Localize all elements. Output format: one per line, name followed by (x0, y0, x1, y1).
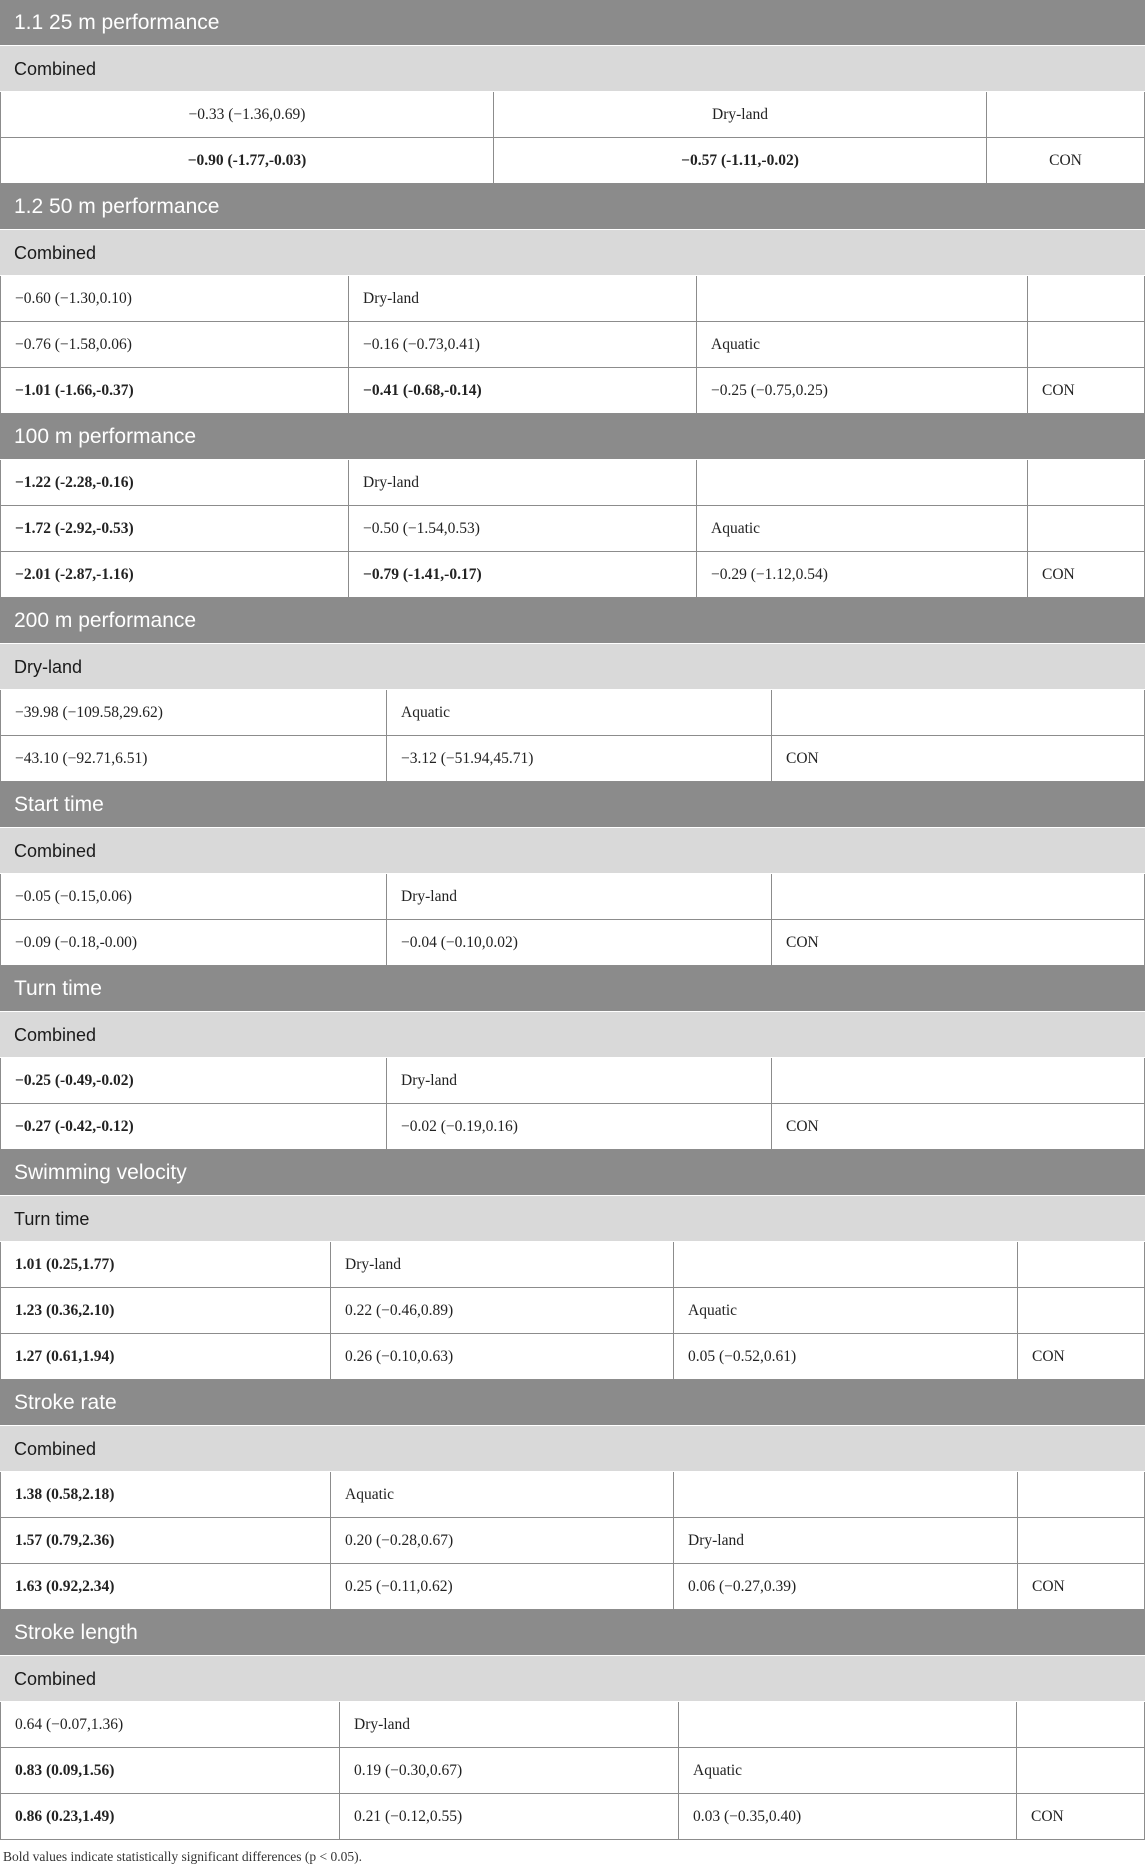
table-cell: Aquatic (696, 322, 1027, 367)
section-title: Stroke rate (0, 1380, 1145, 1426)
section-title: Swimming velocity (0, 1150, 1145, 1196)
table-cell: 0.21 (−0.12,0.55) (339, 1794, 678, 1839)
table-cell: −0.27 (-0.42,-0.12) (0, 1104, 386, 1149)
table-cell (673, 1472, 1017, 1517)
table-row (0, 322, 1145, 368)
table-cell: −0.60 (−1.30,0.10) (0, 276, 348, 321)
section-title: Turn time (0, 966, 1145, 1012)
table-cell (986, 92, 1145, 137)
table-cell: CON (1027, 552, 1145, 597)
table-cell (1016, 1702, 1145, 1747)
table-cell (696, 460, 1027, 505)
table-row (0, 138, 1145, 184)
table-footnote: Bold values indicate statistically significant differences (p < 0.05). (3, 1849, 363, 1864)
table-cell (673, 1242, 1017, 1287)
table-section (0, 1380, 1145, 1610)
table-cell: −0.79 (-1.41,-0.17) (348, 552, 696, 597)
table-cell: CON (1027, 368, 1145, 413)
table-section (0, 598, 1145, 782)
section-title: Stroke length (0, 1610, 1145, 1656)
table-cell (1017, 1472, 1145, 1517)
table-cell: −39.98 (−109.58,29.62) (0, 690, 386, 735)
table-cell: 1.63 (0.92,2.34) (0, 1564, 330, 1609)
table-row (0, 1564, 1145, 1610)
table-cell: 0.22 (−0.46,0.89) (330, 1288, 673, 1333)
table-cell: CON (771, 736, 1145, 781)
table-cell (1027, 460, 1145, 505)
table-row (0, 1058, 1145, 1104)
table-cell: 0.83 (0.09,1.56) (0, 1748, 339, 1793)
table-cell: Dry-land (348, 276, 696, 321)
table-section (0, 1610, 1145, 1840)
table-cell: 0.64 (−0.07,1.36) (0, 1702, 339, 1747)
table-cell (1017, 1242, 1145, 1287)
table-row (0, 1104, 1145, 1150)
table-cell: CON (1017, 1334, 1145, 1379)
table-row (0, 690, 1145, 736)
table-cell (771, 874, 1145, 919)
table-cell (1027, 322, 1145, 367)
table-cell: −0.09 (−0.18,-0.00) (0, 920, 386, 965)
table-cell: −1.01 (-1.66,-0.37) (0, 368, 348, 413)
table-cell: −0.33 (−1.36,0.69) (0, 92, 493, 137)
table-cell (1017, 1288, 1145, 1333)
table-cell (678, 1702, 1016, 1747)
table-cell: Dry-land (339, 1702, 678, 1747)
table-cell: 0.03 (−0.35,0.40) (678, 1794, 1016, 1839)
table-cell: −0.57 (-1.11,-0.02) (493, 138, 986, 183)
table-row (0, 1288, 1145, 1334)
table-row (0, 460, 1145, 506)
table-cell: Dry-land (493, 92, 986, 137)
table-section (0, 782, 1145, 966)
table-section (0, 414, 1145, 598)
section-title: 200 m performance (0, 598, 1145, 644)
table-cell: −0.50 (−1.54,0.53) (348, 506, 696, 551)
table-cell: CON (771, 1104, 1145, 1149)
table-cell: 0.26 (−0.10,0.63) (330, 1334, 673, 1379)
table-cell: −0.90 (-1.77,-0.03) (0, 138, 493, 183)
table-cell: 1.38 (0.58,2.18) (0, 1472, 330, 1517)
table-cell: 0.20 (−0.28,0.67) (330, 1518, 673, 1563)
table-cell: −2.01 (-2.87,-1.16) (0, 552, 348, 597)
table-cell (1027, 506, 1145, 551)
table-cell: 0.19 (−0.30,0.67) (339, 1748, 678, 1793)
section-title: Start time (0, 782, 1145, 828)
table-cell: 0.25 (−0.11,0.62) (330, 1564, 673, 1609)
section-subtitle: Combined (0, 1656, 1145, 1702)
table-row (0, 1334, 1145, 1380)
table-row (0, 368, 1145, 414)
section-subtitle: Turn time (0, 1196, 1145, 1242)
table-cell: Aquatic (330, 1472, 673, 1517)
table-cell: −0.41 (-0.68,-0.14) (348, 368, 696, 413)
table-row (0, 1472, 1145, 1518)
table-cell: 1.57 (0.79,2.36) (0, 1518, 330, 1563)
table-cell: Dry-land (673, 1518, 1017, 1563)
table-cell: Aquatic (678, 1748, 1016, 1793)
table-section (0, 184, 1145, 414)
table-cell: Dry-land (386, 874, 771, 919)
table-cell: −0.29 (−1.12,0.54) (696, 552, 1027, 597)
table-cell: 0.06 (−0.27,0.39) (673, 1564, 1017, 1609)
section-subtitle: Combined (0, 1426, 1145, 1472)
table-row (0, 1242, 1145, 1288)
section-subtitle: Dry-land (0, 644, 1145, 690)
table-cell: CON (771, 920, 1145, 965)
table-cell: −0.76 (−1.58,0.06) (0, 322, 348, 367)
section-title: 1.1 25 m performance (0, 0, 1145, 46)
table-cell: Dry-land (330, 1242, 673, 1287)
table-cell: CON (1016, 1794, 1145, 1839)
table-cell (771, 690, 1145, 735)
table-cell: −0.16 (−0.73,0.41) (348, 322, 696, 367)
table-section (0, 966, 1145, 1150)
table-row (0, 920, 1145, 966)
section-subtitle: Combined (0, 230, 1145, 276)
table-cell: −1.72 (-2.92,-0.53) (0, 506, 348, 551)
section-subtitle: Combined (0, 828, 1145, 874)
section-subtitle: Combined (0, 1012, 1145, 1058)
table-row (0, 1748, 1145, 1794)
table-cell (771, 1058, 1145, 1103)
table-row (0, 736, 1145, 782)
table-row (0, 874, 1145, 920)
section-title: 100 m performance (0, 414, 1145, 460)
table-section (0, 0, 1145, 184)
table-cell (1017, 1518, 1145, 1563)
table-cell: Aquatic (673, 1288, 1017, 1333)
table-cell (1027, 276, 1145, 321)
table-cell: 1.27 (0.61,1.94) (0, 1334, 330, 1379)
table-cell: 0.86 (0.23,1.49) (0, 1794, 339, 1839)
table-cell: Dry-land (348, 460, 696, 505)
table-cell (1016, 1748, 1145, 1793)
table-cell: −0.25 (−0.75,0.25) (696, 368, 1027, 413)
table-cell: Aquatic (696, 506, 1027, 551)
table-row (0, 1518, 1145, 1564)
table-row (0, 92, 1145, 138)
section-subtitle: Combined (0, 46, 1145, 92)
table-cell: −0.04 (−0.10,0.02) (386, 920, 771, 965)
table-row (0, 1702, 1145, 1748)
table-row (0, 506, 1145, 552)
table-cell: CON (1017, 1564, 1145, 1609)
table-cell: −0.02 (−0.19,0.16) (386, 1104, 771, 1149)
table-cell: −0.05 (−0.15,0.06) (0, 874, 386, 919)
table-cell: 1.01 (0.25,1.77) (0, 1242, 330, 1287)
table-cell: −1.22 (-2.28,-0.16) (0, 460, 348, 505)
table-section (0, 1150, 1145, 1380)
section-title: 1.2 50 m performance (0, 184, 1145, 230)
table-cell: 1.23 (0.36,2.10) (0, 1288, 330, 1333)
table-cell: 0.05 (−0.52,0.61) (673, 1334, 1017, 1379)
table-cell: −0.25 (-0.49,-0.02) (0, 1058, 386, 1103)
table-cell: Aquatic (386, 690, 771, 735)
table-cell (696, 276, 1027, 321)
table-row (0, 276, 1145, 322)
table-cell: −3.12 (−51.94,45.71) (386, 736, 771, 781)
table-cell: Dry-land (386, 1058, 771, 1103)
table-row (0, 1794, 1145, 1840)
table-row (0, 552, 1145, 598)
table-cell: −43.10 (−92.71,6.51) (0, 736, 386, 781)
table-cell: CON (986, 138, 1145, 183)
